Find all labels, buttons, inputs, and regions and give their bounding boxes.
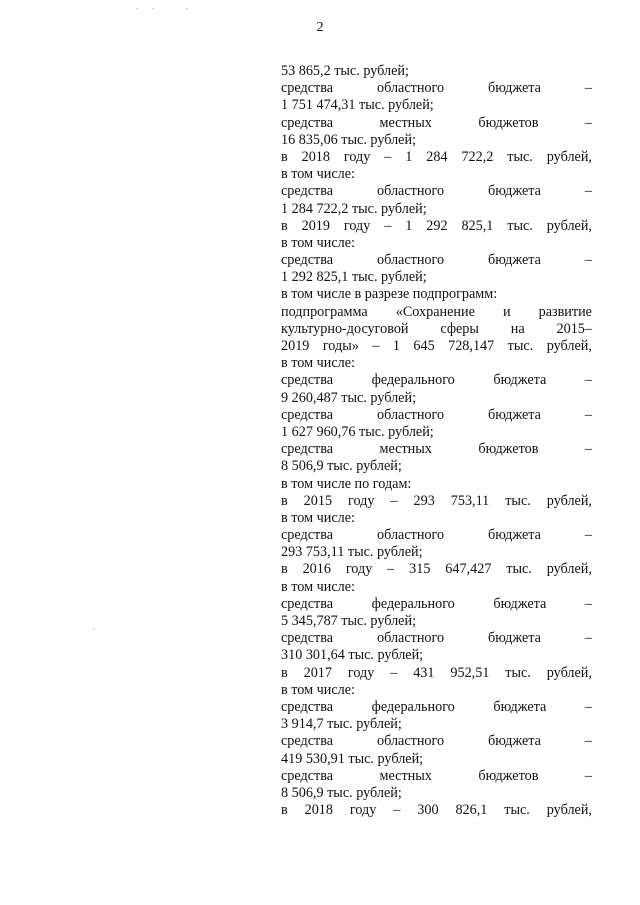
text-line	[281, 802, 592, 819]
text-word: средства	[281, 595, 334, 612]
text-word: средства	[281, 527, 334, 544]
text-line: в том числе:	[281, 578, 355, 595]
text-line	[281, 304, 592, 321]
text-word: –	[384, 217, 392, 234]
text-word: году	[345, 561, 373, 578]
scan-artifact	[93, 628, 94, 630]
scan-artifact	[152, 8, 154, 9]
text-line: в том числе:	[281, 509, 355, 526]
text-word: 2016	[302, 561, 331, 578]
text-word: рублей,	[546, 148, 592, 165]
text-word: –	[584, 183, 592, 200]
text-word: в	[281, 561, 288, 578]
text-word: 431	[413, 664, 435, 681]
text-line: 53 865,2 тыс. рублей;	[281, 63, 409, 79]
text-word: –	[384, 148, 392, 165]
text-word: федерального	[371, 595, 455, 612]
text-line: 419 530,91 тыс. рублей;	[281, 750, 424, 767]
text-line	[281, 493, 592, 510]
text-word: средства	[281, 114, 334, 131]
text-word: году	[343, 148, 371, 165]
text-word: местных	[379, 114, 432, 131]
text-word: средства	[281, 733, 334, 750]
text-word: в	[281, 802, 288, 819]
text-line: в том числе:	[281, 681, 355, 698]
text-word: –	[584, 372, 592, 389]
text-word: в	[281, 217, 288, 234]
text-word: бюджета	[488, 733, 541, 750]
scan-artifact	[186, 8, 188, 9]
text-word: бюджета	[488, 252, 541, 269]
document-body	[281, 63, 592, 819]
text-line	[281, 596, 592, 613]
text-word: средства	[281, 183, 334, 200]
text-word: 2018	[304, 802, 333, 819]
text-word: средства	[281, 698, 334, 715]
text-line	[281, 338, 592, 355]
text-word: бюджета	[493, 372, 547, 389]
text-word: –	[584, 767, 592, 784]
text-line	[281, 372, 592, 389]
text-word: году	[348, 492, 375, 509]
text-word: –	[390, 492, 398, 509]
text-word: рублей,	[546, 664, 592, 681]
text-word: средства	[281, 372, 334, 389]
text-word: 1	[405, 217, 413, 234]
text-word: 647,427	[445, 561, 492, 578]
text-line	[281, 149, 592, 166]
text-word: –	[584, 441, 592, 458]
text-word: 1	[392, 338, 400, 354]
text-line	[281, 115, 592, 132]
text-line: 8 506,9 тыс. рублей;	[281, 784, 402, 801]
text-word: рублей,	[546, 561, 592, 578]
text-word: 952,51	[450, 664, 490, 681]
text-line	[281, 561, 592, 578]
text-word: 293	[413, 492, 435, 509]
text-word: –	[584, 698, 592, 715]
text-word: 2018	[301, 148, 330, 165]
text-word: в	[281, 664, 288, 681]
text-word: 826,1	[455, 802, 488, 819]
text-line: 1 751 474,31 тыс. рублей;	[281, 97, 434, 114]
text-word: тыс.	[505, 492, 531, 509]
text-word: культурно-досуговой	[281, 320, 409, 337]
text-word: сферы	[440, 320, 479, 337]
text-word: –	[390, 664, 398, 681]
text-word: бюджета	[488, 527, 541, 544]
text-line: 3 914,7 тыс. рублей;	[281, 716, 402, 733]
text-word: 300	[417, 802, 439, 819]
text-word: –	[393, 802, 401, 819]
text-word: году	[349, 802, 377, 819]
text-word: подпрограмма	[281, 303, 368, 320]
text-word: –	[584, 630, 592, 647]
text-word: средства	[281, 767, 334, 784]
text-word: тыс.	[504, 802, 530, 819]
text-line	[281, 768, 592, 785]
text-word: –	[584, 527, 592, 544]
text-word: тыс.	[507, 148, 533, 165]
text-line	[281, 321, 592, 338]
text-word: федерального	[371, 698, 455, 715]
text-word: областного	[376, 733, 445, 750]
text-word: 645	[413, 338, 435, 354]
text-word: 2019	[301, 217, 330, 234]
text-line	[281, 80, 592, 97]
text-line: 9 260,487 тыс. рублей;	[281, 389, 417, 406]
text-word: средства	[281, 630, 334, 647]
text-word: областного	[376, 80, 445, 97]
text-line	[281, 527, 592, 544]
text-word: развитие	[538, 303, 592, 320]
text-word: –	[584, 114, 592, 131]
text-word: областного	[376, 252, 445, 269]
text-line	[281, 733, 592, 750]
text-word: бюджета	[493, 698, 547, 715]
text-word: –	[584, 733, 592, 750]
text-word: тыс.	[507, 338, 534, 354]
text-line: в том числе:	[281, 355, 355, 372]
text-line	[281, 407, 592, 424]
text-line	[281, 665, 592, 682]
text-word: «Сохранение	[395, 303, 475, 320]
text-word: –	[372, 338, 380, 354]
text-line: 16 835,06 тыс. рублей;	[281, 131, 417, 148]
text-line: 5 345,787 тыс. рублей;	[281, 613, 417, 629]
text-word: бюджета	[488, 630, 541, 647]
text-word: рублей,	[546, 802, 592, 819]
text-word: 2015–	[556, 320, 592, 337]
text-word: тыс.	[507, 217, 533, 234]
text-word: бюджета	[493, 595, 547, 612]
text-word: 284	[426, 148, 448, 165]
text-line: в том числе:	[281, 166, 355, 183]
text-line: в том числе:	[281, 234, 355, 251]
text-word: 753,11	[450, 492, 490, 509]
text-word: –	[584, 252, 592, 269]
text-line: 8 506,9 тыс. рублей;	[281, 458, 402, 475]
text-word: 1	[405, 148, 413, 165]
text-word: рублей,	[546, 217, 592, 234]
text-word: в	[281, 148, 288, 165]
text-line	[281, 218, 592, 235]
text-word: 722,2	[461, 148, 494, 165]
text-word: местных	[379, 441, 432, 458]
text-word: –	[584, 406, 592, 423]
scan-artifact	[136, 8, 138, 9]
text-word: бюджетов	[478, 767, 539, 784]
text-line	[281, 252, 592, 269]
text-word: 2015	[303, 492, 333, 509]
text-word: областного	[376, 406, 445, 423]
text-word: 728,147	[448, 338, 495, 354]
text-word: федерального	[371, 372, 455, 389]
text-word: бюджета	[488, 80, 541, 97]
text-line	[281, 699, 592, 716]
text-word: средства	[281, 441, 334, 458]
text-word: бюджета	[488, 406, 541, 423]
text-word: году	[343, 217, 371, 234]
text-word: бюджетов	[478, 114, 539, 131]
text-word: 292	[426, 217, 448, 234]
text-word: бюджета	[488, 183, 541, 200]
text-word: –	[387, 561, 395, 578]
text-word: бюджетов	[478, 441, 539, 458]
text-word: году	[347, 664, 375, 681]
text-word: средства	[281, 252, 334, 269]
text-word: 2019	[281, 338, 310, 354]
text-word: средства	[281, 406, 334, 423]
text-word: в	[281, 492, 288, 509]
text-line	[281, 441, 592, 458]
text-word: рублей,	[546, 492, 592, 509]
text-line: 1 284 722,2 тыс. рублей;	[281, 200, 427, 217]
text-line: 293 753,11 тыс. рублей;	[281, 544, 423, 561]
text-word: –	[584, 80, 592, 97]
text-word: и	[502, 303, 511, 320]
text-word: рублей,	[546, 338, 592, 354]
text-word: годы»	[322, 338, 359, 354]
text-line: в том числе по годам:	[281, 475, 412, 492]
text-line: 1 292 825,1 тыс. рублей;	[281, 269, 427, 286]
text-word: тыс.	[506, 561, 532, 578]
text-word: областного	[376, 183, 445, 200]
text-word: на	[510, 320, 525, 337]
text-word: областного	[376, 527, 445, 544]
text-word: 825,1	[461, 217, 494, 234]
text-line	[281, 183, 592, 200]
text-word: тыс.	[505, 664, 531, 681]
text-word: –	[584, 595, 592, 612]
text-word: средства	[281, 80, 334, 97]
text-line: 310 301,64 тыс. рублей;	[281, 647, 424, 664]
text-line	[281, 630, 592, 647]
text-word: областного	[376, 630, 445, 647]
page-number: 2	[316, 20, 324, 35]
text-line: 1 627 960,76 тыс. рублей;	[281, 423, 434, 440]
text-word: местных	[379, 767, 432, 784]
text-line: в том числе в разрезе подпрограмм:	[281, 286, 498, 303]
text-word: 2017	[303, 664, 332, 681]
text-word: 315	[409, 561, 431, 578]
